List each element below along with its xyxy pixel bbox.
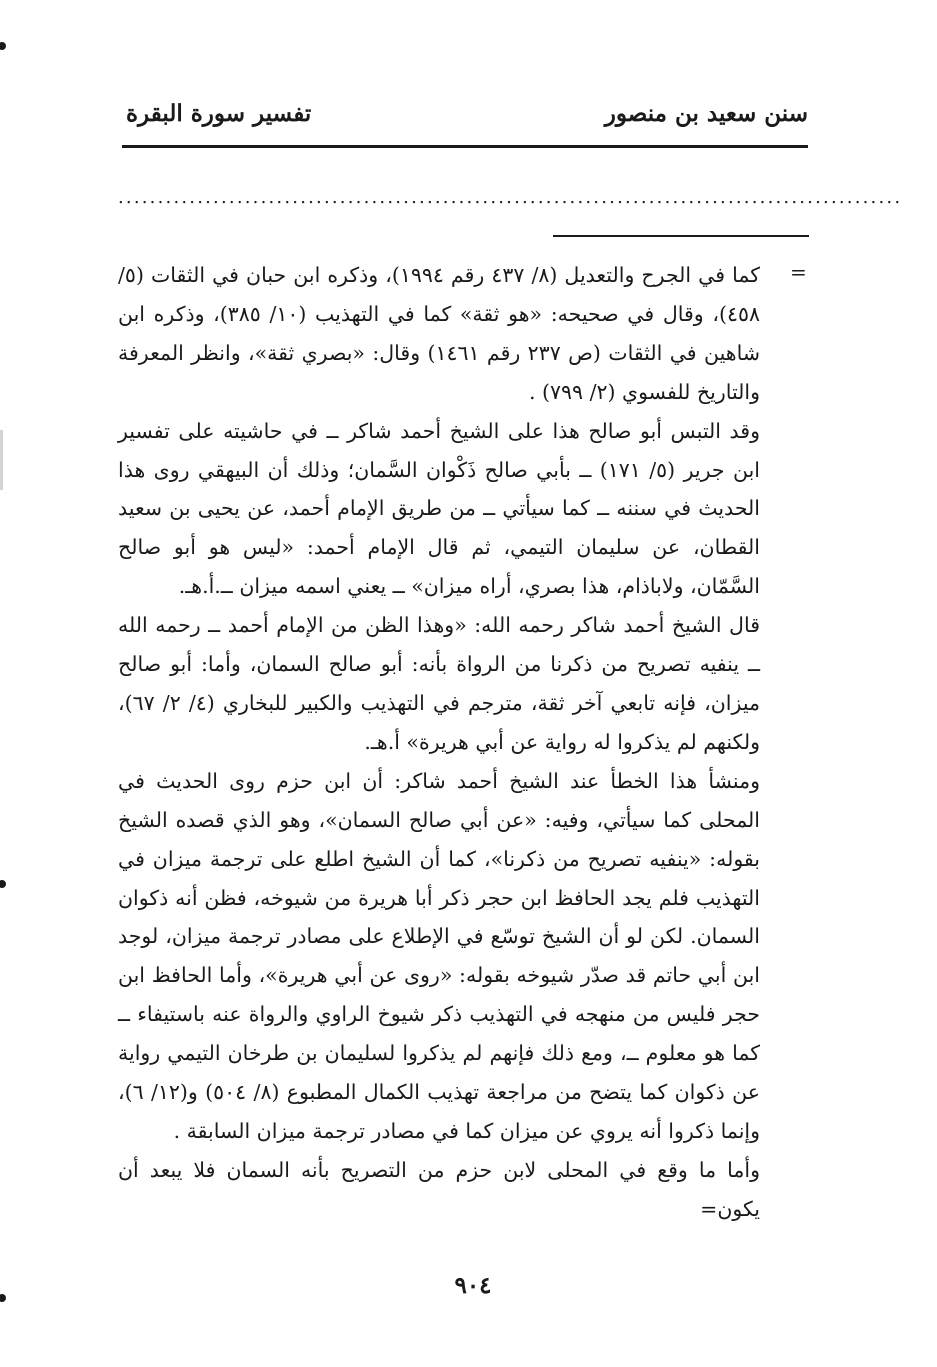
footnote-paragraph: كما في الجرح والتعديل (٨/ ٤٣٧ رقم ١٩٩٤)، وذكره ابن حبان في الثقات (٥/ ٤٥٨)، وقال في صحيحه: «هو ثقة» كما في التهذيب (١٠/ ٣٨٥)، وذكره ابن شاهين في الثقات (ص ٢٣٧ رقم ١٤٦١) وقال: «بصري ثقة»، وانظر المعرفة والتاريخ للفسوي (٢/ ٧٩٩) . [118,263,760,404]
running-header [118,100,808,140]
footnote-separator-rule [553,235,809,237]
footnote-paragraph: ومنشأ هذا الخطأ عند الشيخ أحمد شاكر: أن ابن حزم روى الحديث في المحلى كما سيأتي، وفيه: «عن أبي صالح السمان»، وهو الذي قصده الشيخ بقوله: «ينفيه تصريح من ذكرنا»، كما أن الشيخ اطلع على ترجمة ميزان في التهذيب فلم يجد الحافظ ابن حجر ذكر أبا هريرة من شيوخه، فظن أنه ذكوان السمان. لكن لو أن الشيخ توسّع في الإطلاع على مصادر ترجمة ميزان، لوجد ابن أبي حاتم قد صدّر شيوخه بقوله: «روى عن أبي هريرة»، وأما الحافظ ابن حجر فليس من منهجه في التهذيب ذكر شيوخ الراوي والرواة عنه باستيفاء ــ كما هو معلوم ــ، ومع ذلك فإنهم لم يذكروا لسليمان بن طرخان التيمي رواية عن ذكوان كما يتضح من مراجعة تهذيب الكمال المطبوع (٨/ ٥٠٤) و(١٢/ ٦)، وإنما ذكروا أنه يروي عن ميزان كما في مصادر ترجمة ميزان السابقة . [118,768,760,1143]
footnote-continuation-mark: = [790,260,807,284]
page-number: ٩٠٤ [454,1272,492,1299]
footnote-paragraph: وأما ما وقع في المحلى لابن حزم من التصريح بأنه السمان فلا يبعد أن يكون= [118,1157,760,1221]
footnote-paragraph: قال الشيخ أحمد شاكر رحمه الله: «وهذا الظن من الإمام أحمد ــ رحمه الله ــ ينفيه تصريح من ذكرنا من الرواة بأنه: أبو صالح السمان، وأما: أبو صالح ميزان، فإنه تابعي آخر ثقة، مترجم في التهذيب والكبير للبخاري (٤/ ٢/ ٦٧)، ولكنهم لم يذكروا له رواية عن أبي هريرة» أ.هـ. [118,613,760,754]
main-text-dotted-separator: ................................................................................................... [118,187,903,208]
book-title: سنن سعيد بن منصور [604,100,808,127]
binding-hole-mark [0,1294,6,1302]
footnote-paragraph: وقد التبس أبو صالح هذا على الشيخ أحمد شاكر ــ في حاشيته على تفسير ابن جرير (٥/ ١٧١) ــ بأبي صالح ذَكْوان السَّمان؛ وذلك أن البيهقي روى هذا الحديث في سننه ــ كما سيأتي ــ من طريق الإمام أحمد، عن يحيى بن سعيد القطان، عن سليمان التيمي، ثم قال الإمام أحمد: «ليس هو أبو صالح السَّمّان، ولاباذام، هذا بصري، أراه ميزان» ــ يعني اسمه ميزان ــ.أ.هـ. [118,418,760,599]
scan-edge-shadow [0,430,3,490]
footnote-body [118,256,760,1229]
section-title: تفسير سورة البقرة [126,100,312,127]
binding-hole-mark [0,880,6,888]
header-rule [122,145,808,148]
binding-hole-mark [0,42,6,50]
